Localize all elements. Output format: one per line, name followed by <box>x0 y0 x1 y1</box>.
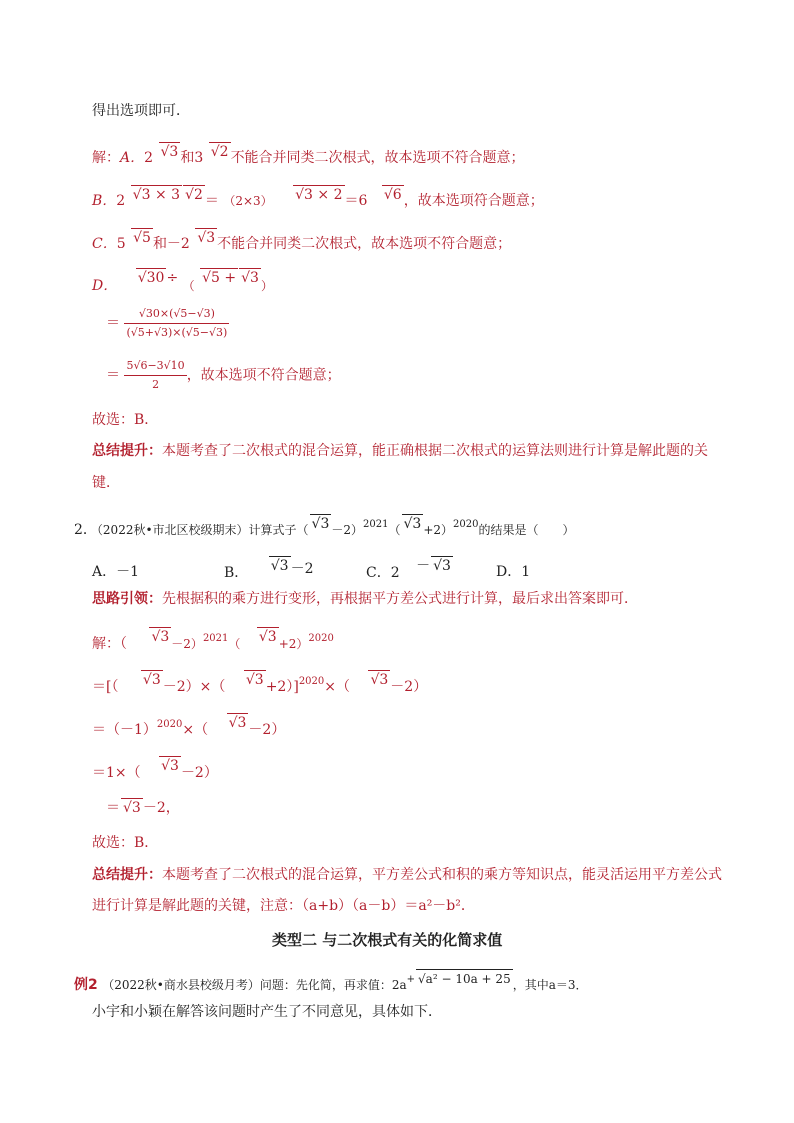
text: （ <box>228 637 241 651</box>
equation-step <box>106 305 229 342</box>
radical: √ 5 <box>131 228 153 247</box>
radical: √ 3 × 3 <box>131 185 182 204</box>
section-title: 类型二 与二次根式有关的化简求值 <box>272 931 503 949</box>
coef: 3 <box>194 150 204 166</box>
exponent: 2021 <box>202 633 229 644</box>
text: ＝ <box>106 315 120 332</box>
radical: √ 3 <box>239 268 261 287</box>
summary-text: 本题考查了二次根式的混合运算，能正确根据二次根式的运算法则进行计算是解此题的关 <box>162 443 708 459</box>
question-number: 2． <box>74 522 97 538</box>
text: 6 <box>358 193 368 209</box>
option-letter: B． <box>92 193 117 209</box>
text: ＝ <box>204 193 219 209</box>
solution-step-2 <box>92 672 428 698</box>
text: +2） <box>423 523 454 537</box>
option-letter: C．2 <box>366 565 400 581</box>
radical: √ 3 <box>159 142 181 161</box>
text: －2） <box>248 722 286 738</box>
text: ＝ <box>344 193 359 209</box>
solution-option-a <box>92 144 525 167</box>
text: －2， <box>142 800 180 816</box>
radical: √ 2 <box>183 185 205 204</box>
text: ，其中a＝3． <box>512 978 588 992</box>
text: ） <box>260 279 273 293</box>
hint <box>92 590 638 608</box>
option-letter: B． <box>224 565 249 581</box>
text: + <box>406 974 416 985</box>
text: －2） <box>171 637 203 651</box>
text: ×（ <box>324 679 350 695</box>
option-letter: D． <box>92 278 118 294</box>
text: +2） <box>278 637 309 651</box>
text: 和－2 <box>152 236 190 252</box>
radical: √ 3 <box>257 627 279 646</box>
option-letter: C． <box>92 236 117 252</box>
fraction <box>124 305 229 342</box>
text: －2 <box>290 561 314 577</box>
answer-line: 故选：B． <box>92 835 159 851</box>
text: 不能合并同类二次根式，故本选项不符合题意； <box>217 236 512 252</box>
text: ＝ <box>106 800 120 816</box>
radical: √ 3 <box>310 514 332 533</box>
choice-d: D．1 <box>496 564 531 580</box>
text: －2） <box>180 765 218 781</box>
radical: √ 3 <box>402 514 424 533</box>
choice-c <box>366 558 453 582</box>
radical: √ 3 × 2 <box>293 185 344 204</box>
hint-heading: 思路引领： <box>92 591 162 607</box>
radical: √ 3 <box>141 670 163 689</box>
radical: √ 6 <box>382 185 404 204</box>
text-line: 小宇和小颖在解答该问题时产生了不同意见，具体如下． <box>92 1004 442 1020</box>
exponent: 2021 <box>363 519 389 530</box>
exponent: 2020 <box>156 719 183 730</box>
text: （2×3） <box>223 194 273 208</box>
radical: √ 3 <box>431 556 453 575</box>
example-label: 例2 <box>74 977 98 993</box>
text: +2）] <box>265 679 299 695</box>
equation-step <box>106 357 341 394</box>
summary <box>92 442 708 460</box>
coef: 2 <box>116 193 126 209</box>
exponent: 2020 <box>298 676 325 687</box>
coef: 2 <box>144 150 154 166</box>
numerator: 5√6−3√10 <box>124 357 186 376</box>
radical: √ 2 <box>209 142 231 161</box>
fraction <box>124 357 186 394</box>
summary-text: 键． <box>92 475 120 491</box>
text: ＝ <box>106 367 120 384</box>
denominator: (√5+√3)×(√5−√3) <box>126 326 228 339</box>
question-2 <box>74 516 575 541</box>
text: －2）×（ <box>162 679 226 695</box>
radical: √ 3 <box>244 670 266 689</box>
solution-label: 解： <box>92 150 120 166</box>
choice-b <box>224 558 314 582</box>
text: ，故本选项符合题意； <box>403 193 544 209</box>
text-line: 得出选项即可． <box>92 103 190 119</box>
radical: √ 30 <box>136 268 167 287</box>
solution-option-d <box>92 270 273 295</box>
text: ＝1×（ <box>92 765 141 781</box>
radical: √ 3 <box>195 228 217 247</box>
choice-a: A．－1 <box>92 564 140 580</box>
denominator: 2 <box>152 378 160 391</box>
solution-option-b <box>92 187 544 210</box>
text: 的结果是（ ） <box>478 523 575 537</box>
exponent: 2020 <box>453 519 479 530</box>
text: ＝[（ <box>92 679 119 695</box>
summary-text: 进行计算是解此题的关键，注意：（a+b）（a－b）＝a²－b²． <box>92 898 475 914</box>
radical: √ a² − 10a + 25 <box>416 969 513 988</box>
text: －2） <box>331 523 364 537</box>
solution-step-3 <box>92 715 286 741</box>
solution-step-1 <box>92 629 334 655</box>
numerator: √30×(√5−√3) <box>124 305 229 324</box>
option-letter: A． <box>120 150 145 166</box>
text: ÷ <box>166 270 179 286</box>
solution-step-4 <box>92 758 218 782</box>
radical: √ 3 <box>269 556 291 575</box>
question-text: （2022秋•市北区校级期末）计算式子（ <box>96 523 309 537</box>
radical: √ 3 <box>368 670 390 689</box>
text: ，故本选项不符合题意； <box>186 367 341 384</box>
text: 不能合并同类二次根式，故本选项不符合题意； <box>230 150 525 166</box>
text: ＝（－1） <box>92 722 157 738</box>
exponent: 2020 <box>308 633 334 644</box>
radical: √ 3 <box>149 627 171 646</box>
text: （ <box>388 523 401 537</box>
example-2 <box>74 972 588 996</box>
summary-heading: 总结提升： <box>92 867 162 883</box>
solution-option-c <box>92 230 512 253</box>
summary <box>92 866 722 884</box>
text: － <box>416 558 431 574</box>
summary-text: 本题考查了二次根式的混合运算，平方差公式和积的乘方等知识点，能灵活运用平方差公式 <box>162 867 722 883</box>
text: （ <box>182 279 195 293</box>
example-text: （2022秋•商水县校级月考）问题：先化简，再求值：2a <box>102 978 407 992</box>
radical: √ 3 <box>159 756 181 775</box>
text: －2） <box>390 679 428 695</box>
radical: √ 3 <box>227 713 249 732</box>
radical: √ 5 + <box>200 268 238 287</box>
summary-heading: 总结提升： <box>92 443 162 459</box>
text: ×（ <box>182 722 209 738</box>
coef: 5 <box>116 236 126 252</box>
answer-line: 故选：B． <box>92 412 159 428</box>
radical: √ 3 <box>121 798 143 817</box>
hint-text: 先根据积的乘方进行变形，再根据平方差公式进行计算，最后求出答案即可． <box>162 591 638 607</box>
text: 和 <box>180 150 195 166</box>
text: 解：（ <box>92 636 127 652</box>
solution-step-5 <box>106 798 180 817</box>
